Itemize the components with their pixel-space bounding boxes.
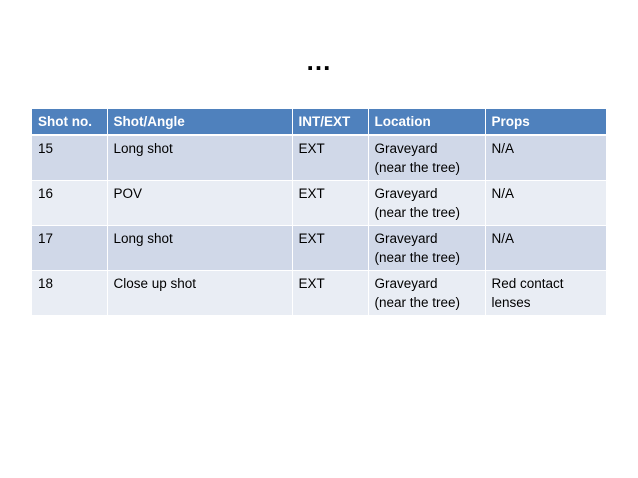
header-location: Location [368, 109, 485, 135]
location-line-1: Graveyard [374, 276, 438, 291]
cell-location [368, 271, 485, 316]
table-row [32, 271, 606, 316]
table-row [32, 181, 606, 226]
cell-props [485, 181, 606, 226]
cell-shot-no: 16 [32, 181, 107, 226]
location-line-2: (near the tree) [374, 160, 461, 175]
location-line-2: (near the tree) [374, 205, 461, 220]
location-line-1: Graveyard [374, 231, 438, 246]
cell-location [368, 181, 485, 226]
header-shot-angle: Shot/Angle [107, 109, 292, 135]
cell-props [485, 226, 606, 271]
table-header-row [32, 109, 606, 135]
props-line-1: N/A [491, 141, 515, 156]
cell-props [485, 135, 606, 181]
cell-shot-angle: Close up shot [107, 271, 292, 316]
header-shot-no: Shot no. [32, 109, 107, 135]
cell-shot-no: 18 [32, 271, 107, 316]
slide-title: … [305, 46, 333, 76]
cell-shot-angle: Long shot [107, 135, 292, 181]
cell-shot-angle: POV [107, 181, 292, 226]
header-props: Props [485, 109, 606, 135]
props-line-1: N/A [491, 186, 515, 201]
cell-shot-no: 17 [32, 226, 107, 271]
cell-props [485, 271, 606, 316]
location-line-2: (near the tree) [374, 250, 461, 265]
location-line-2: (near the tree) [374, 295, 461, 310]
cell-int-ext: EXT [292, 226, 368, 271]
cell-location [368, 135, 485, 181]
cell-shot-no: 15 [32, 135, 107, 181]
location-line-1: Graveyard [374, 141, 438, 156]
shot-list-table [32, 109, 606, 316]
location-line-1: Graveyard [374, 186, 438, 201]
table-row [32, 135, 606, 181]
cell-int-ext: EXT [292, 271, 368, 316]
cell-shot-angle: Long shot [107, 226, 292, 271]
props-line-1: N/A [491, 231, 515, 246]
cell-int-ext: EXT [292, 181, 368, 226]
cell-int-ext: EXT [292, 135, 368, 181]
cell-location [368, 226, 485, 271]
table-row [32, 226, 606, 271]
props-line-2: lenses [491, 295, 531, 310]
props-line-1: Red contact [491, 276, 564, 291]
header-int-ext: INT/EXT [292, 109, 368, 135]
